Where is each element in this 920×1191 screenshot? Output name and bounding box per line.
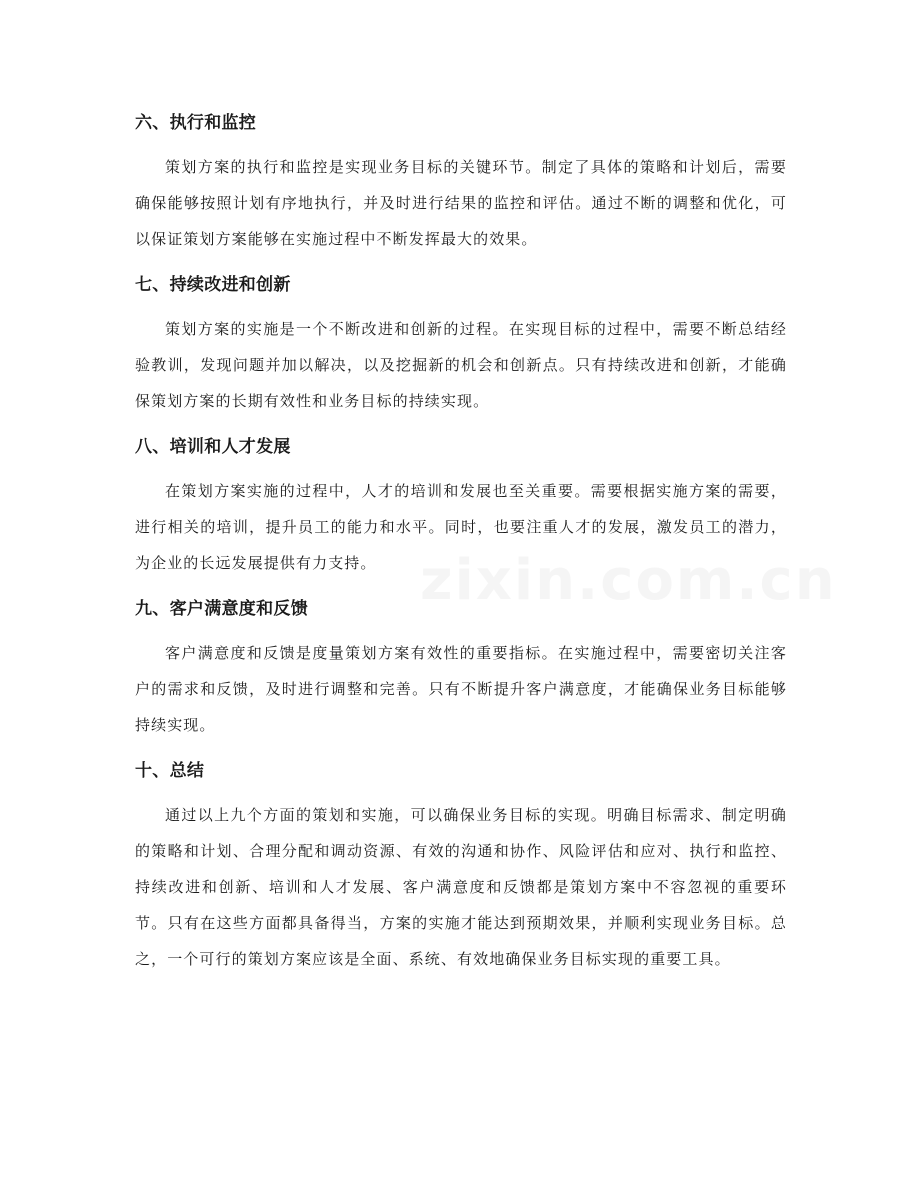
section-training-talent (135, 428, 787, 581)
watermark: zixin.com.cn (420, 548, 837, 613)
section-paragraph: 策划方案的执行和监控是实现业务目标的关键环节。制定了具体的策略和计划后，需要确保能够按照计划有序地执行，并及时进行结果的监控和评估。通过不断的调整和优化，可以保证策划方案能够在实施过程中不断发挥最大的效果。 (135, 158, 787, 248)
section-paragraph: 通过以上九个方面的策划和实施，可以确保业务目标的实现。明确目标需求、制定明确的策略和计划、合理分配和调动资源、有效的沟通和协作、风险评估和应对、执行和监控、持续改进和创新、培训和人才发展、客户满意度和反馈都是策划方案中不容忽视的重要环节。只有在这些方面都具备得当，方案的实施才能达到预期效果，并顺利实现业务目标。总之，一个可行的策划方案应该是全面、系统、有效地确保业务目标实现的重要工具。 (135, 806, 787, 968)
section-continuous-improvement (135, 266, 787, 419)
section-paragraph: 在策划方案实施的过程中，人才的培训和发展也至关重要。需要根据实施方案的需要，进行相关的培训，提升员工的能力和水平。同时，也要注重人才的发展，激发员工的潜力，为企业的长远发展提供有力支持。 (135, 482, 787, 572)
section-heading: 六、执行和监控 (135, 113, 257, 133)
section-heading: 七、持续改进和创新 (135, 275, 291, 295)
section-customer-satisfaction (135, 590, 787, 743)
section-heading: 九、客户满意度和反馈 (135, 599, 308, 619)
document-body (135, 104, 787, 986)
section-paragraph: 策划方案的实施是一个不断改进和创新的过程。在实现目标的过程中，需要不断总结经验教训，发现问题并加以解决，以及挖掘新的机会和创新点。只有持续改进和创新，才能确保策划方案的长期有效性和业务目标的持续实现。 (135, 320, 787, 410)
section-execution-monitoring (135, 104, 787, 257)
section-summary (135, 752, 787, 977)
section-heading: 八、培训和人才发展 (135, 437, 291, 457)
section-paragraph: 客户满意度和反馈是度量策划方案有效性的重要指标。在实施过程中，需要密切关注客户的需求和反馈，及时进行调整和完善。只有不断提升客户满意度，才能确保业务目标能够持续实现。 (135, 644, 787, 734)
section-heading: 十、总结 (135, 761, 205, 781)
